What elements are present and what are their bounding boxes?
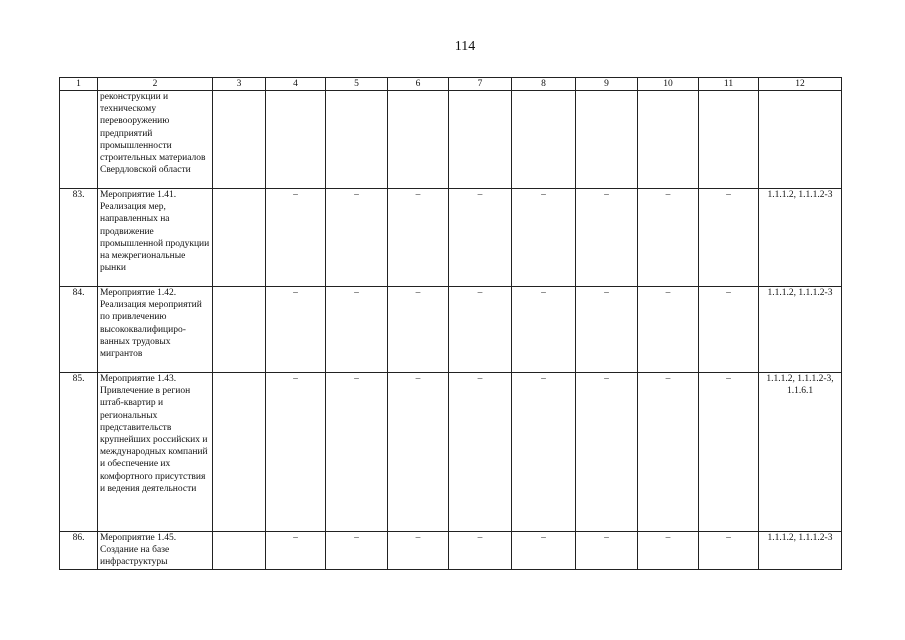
value-cell: –	[699, 373, 759, 532]
value-cell: –	[388, 532, 449, 570]
value-cell	[449, 91, 512, 189]
value-cell: –	[266, 189, 326, 287]
value-cell: –	[576, 373, 638, 532]
value-cell: –	[576, 287, 638, 373]
column-header: 9	[576, 78, 638, 91]
value-cell	[213, 373, 266, 532]
row-number: 84.	[60, 287, 98, 373]
value-cell: –	[449, 532, 512, 570]
value-cell: –	[326, 532, 388, 570]
column-header: 11	[699, 78, 759, 91]
value-cell: –	[449, 189, 512, 287]
value-cell: –	[388, 373, 449, 532]
value-cell: –	[699, 287, 759, 373]
value-cell	[213, 189, 266, 287]
table-header-row	[60, 78, 842, 91]
value-cell: –	[699, 532, 759, 570]
target-indicator-ref: 1.1.1.2, 1.1.1.2-3	[759, 189, 842, 287]
row-number	[60, 91, 98, 189]
value-cell: –	[638, 189, 699, 287]
target-indicator-ref: 1.1.1.2, 1.1.1.2-3	[759, 532, 842, 570]
value-cell: –	[266, 287, 326, 373]
value-cell	[576, 91, 638, 189]
column-header: 3	[213, 78, 266, 91]
measures-table	[59, 77, 842, 570]
value-cell	[213, 287, 266, 373]
value-cell: –	[449, 287, 512, 373]
measure-name: Мероприятие 1.41. Реализация мер, направленных на продвижение промышленной продукции на межрегиональные рынки	[98, 189, 213, 287]
value-cell	[512, 91, 576, 189]
column-header: 6	[388, 78, 449, 91]
value-cell: –	[512, 287, 576, 373]
column-header: 12	[759, 78, 842, 91]
column-header: 8	[512, 78, 576, 91]
value-cell	[266, 91, 326, 189]
target-indicator-ref: 1.1.1.2, 1.1.1.2-3	[759, 287, 842, 373]
value-cell	[213, 532, 266, 570]
measure-name: Мероприятие 1.43. Привлечение в регион штаб-квартир и региональных представительств крупнейших российских и международных компаний и обеспечение их комфортного присутствия и ведения деятельности	[98, 373, 213, 532]
column-header: 5	[326, 78, 388, 91]
value-cell: –	[576, 532, 638, 570]
target-indicator-ref	[759, 91, 842, 189]
page-number: 114	[454, 39, 476, 54]
target-indicator-ref: 1.1.1.2, 1.1.1.2-3, 1.1.6.1	[759, 373, 842, 532]
measure-name: Мероприятие 1.42. Реализация мероприятий по привлечению высококвалифициро-ванных трудовых мигрантов	[98, 287, 213, 373]
table-row	[60, 287, 842, 373]
table-row	[60, 373, 842, 532]
value-cell: –	[388, 189, 449, 287]
value-cell: –	[512, 532, 576, 570]
table-row	[60, 189, 842, 287]
value-cell: –	[326, 287, 388, 373]
column-header: 4	[266, 78, 326, 91]
value-cell: –	[512, 373, 576, 532]
value-cell: –	[326, 189, 388, 287]
column-header: 1	[60, 78, 98, 91]
value-cell: –	[699, 189, 759, 287]
value-cell: –	[638, 373, 699, 532]
value-cell: –	[326, 373, 388, 532]
value-cell: –	[638, 532, 699, 570]
value-cell: –	[512, 189, 576, 287]
value-cell: –	[638, 287, 699, 373]
column-header: 10	[638, 78, 699, 91]
measure-name: Мероприятие 1.45. Создание на базе инфраструктуры	[98, 532, 213, 570]
row-number: 83.	[60, 189, 98, 287]
value-cell	[326, 91, 388, 189]
measure-name: реконструкции и техническому перевооружению предприятий промышленности строительных материалов Свердловской области	[98, 91, 213, 189]
value-cell	[213, 91, 266, 189]
value-cell	[638, 91, 699, 189]
value-cell: –	[449, 373, 512, 532]
table-row	[60, 532, 842, 570]
value-cell: –	[576, 189, 638, 287]
table-row	[60, 91, 842, 189]
column-header: 7	[449, 78, 512, 91]
value-cell: –	[266, 532, 326, 570]
value-cell	[699, 91, 759, 189]
value-cell: –	[388, 287, 449, 373]
value-cell	[388, 91, 449, 189]
column-header: 2	[98, 78, 213, 91]
value-cell: –	[266, 373, 326, 532]
row-number: 85.	[60, 373, 98, 532]
row-number: 86.	[60, 532, 98, 570]
